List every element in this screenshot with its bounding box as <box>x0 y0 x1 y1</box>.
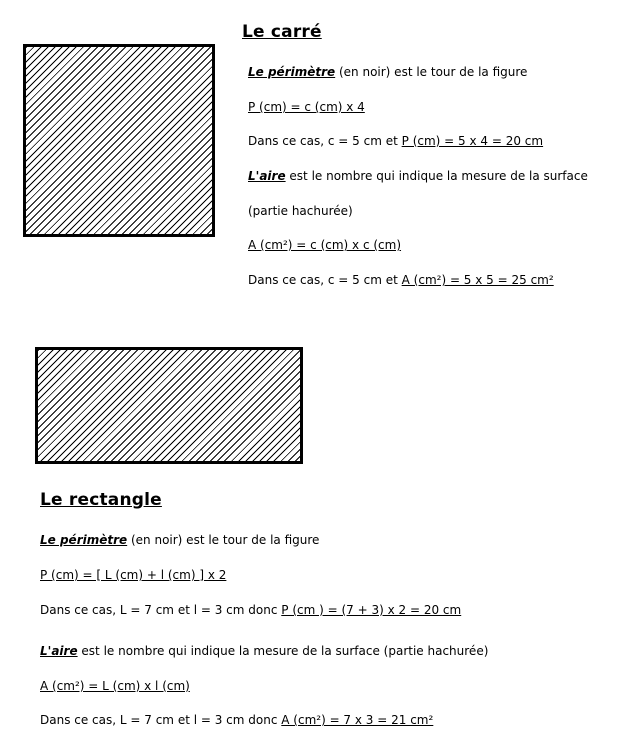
rectangle-title: Le rectangle <box>40 490 162 510</box>
square-title: Le carré <box>242 22 322 42</box>
rectangle-area-formula: A (cm²) = L (cm) x l (cm) <box>40 679 190 693</box>
square-area-example-formula: A (cm²) = 5 x 5 = 25 cm² <box>401 273 554 287</box>
rectangle-perimeter-definition <box>40 533 319 547</box>
rectangle-area-definition <box>40 644 488 658</box>
rectangle-perimeter-rest: (en noir) est le tour de la figure <box>127 533 320 547</box>
square-perimeter-example <box>248 134 543 148</box>
square-area-paren: (partie hachurée) <box>248 204 353 218</box>
square-area-example-prefix: Dans ce cas, c = 5 cm et <box>248 273 402 287</box>
rectangle-perimeter-example-formula: P (cm ) = (7 + 3) x 2 = 20 cm <box>281 603 462 617</box>
rectangle-perimeter-example <box>40 603 461 617</box>
square-area-formula: A (cm²) = c (cm) x c (cm) <box>248 238 402 252</box>
square-area-definition <box>248 169 588 183</box>
square-perimeter-example-prefix: Dans ce cas, c = 5 cm et <box>248 134 402 148</box>
rectangle-perimeter-term: Le périmètre <box>40 533 128 547</box>
rectangle-area-example-formula: A (cm²) = 7 x 3 = 21 cm² <box>281 713 434 727</box>
square-area-rest: est le nombre qui indique la mesure de la surface <box>285 169 588 183</box>
square-perimeter-rest: (en noir) est le tour de la figure <box>335 65 528 79</box>
rectangle-area-rest: est le nombre qui indique la mesure de la surface (partie hachurée) <box>77 644 489 658</box>
square-perimeter-definition <box>248 65 527 79</box>
square-perimeter-term: Le périmètre <box>248 65 336 79</box>
rectangle-perimeter-formula: P (cm) = [ L (cm) + l (cm) ] x 2 <box>40 568 227 582</box>
rectangle-area-example-prefix: Dans ce cas, L = 7 cm et l = 3 cm donc <box>40 713 282 727</box>
square-perimeter-example-formula: P (cm) = 5 x 4 = 20 cm <box>401 134 544 148</box>
rectangle-area-example <box>40 713 433 727</box>
square-figure <box>23 44 215 237</box>
square-perimeter-formula: P (cm) = c (cm) x 4 <box>248 100 365 114</box>
square-area-term: L'aire <box>248 169 286 183</box>
rectangle-figure <box>35 347 303 464</box>
rectangle-area-term: L'aire <box>40 644 78 658</box>
square-area-example <box>248 273 554 287</box>
rectangle-perimeter-example-prefix: Dans ce cas, L = 7 cm et l = 3 cm donc <box>40 603 282 617</box>
